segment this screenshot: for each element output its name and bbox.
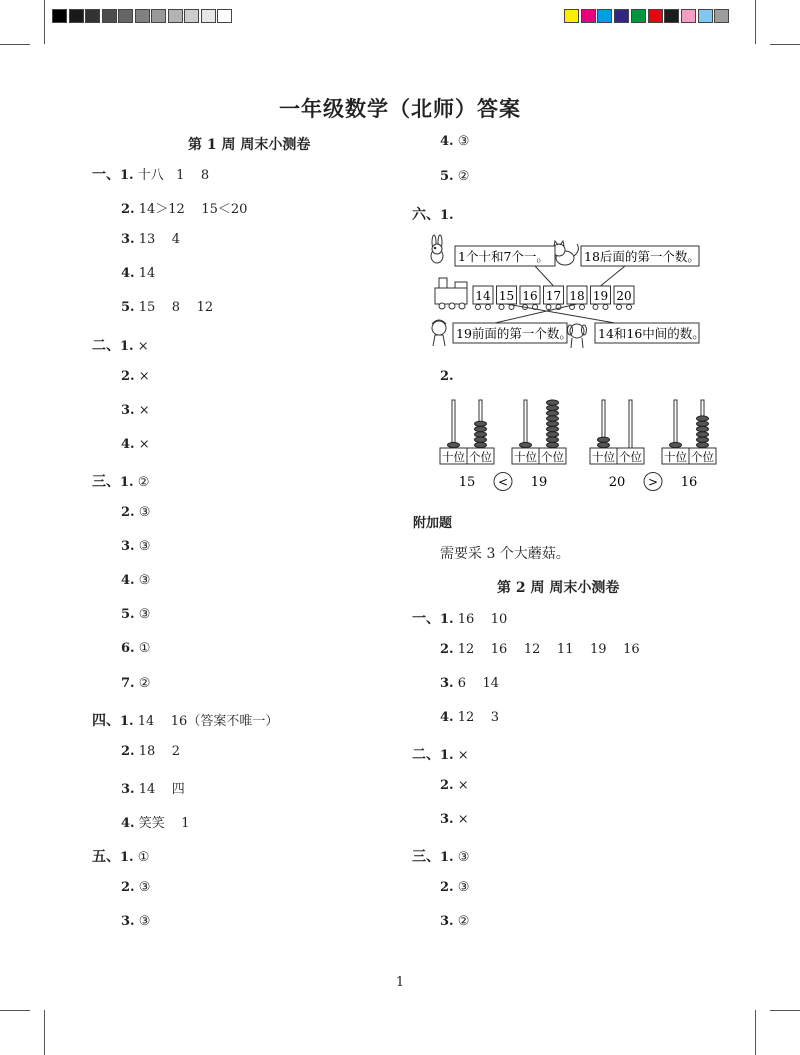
train-matching-figure [425, 232, 705, 354]
answer-text: 14 16（答案不唯一） [133, 713, 279, 729]
tens-label: 十位 [664, 450, 687, 464]
clue-bottom-left: 19前面的第一个数。 [456, 326, 572, 341]
answer-line [412, 744, 469, 764]
section-number: 四、 [92, 712, 120, 729]
abacus-bead [598, 437, 610, 442]
abacus-bead [697, 432, 709, 437]
answer-text: 笑笑 1 [134, 815, 190, 831]
train-car-number: 18 [569, 289, 585, 303]
answer-text: 14＞12 15＜20 [134, 202, 248, 218]
answer-text: × [134, 368, 150, 384]
wheel-icon [617, 305, 622, 310]
question-number: 4. [440, 710, 454, 725]
gray-swatch [217, 9, 232, 23]
wheel-icon [499, 305, 504, 310]
answer-text: ③ [134, 880, 151, 896]
answer-text: × [133, 338, 149, 354]
color-swatch [597, 9, 612, 23]
question-number: 1. [440, 612, 454, 627]
question-number: 4. [121, 573, 135, 589]
color-swatch [681, 9, 696, 23]
answer-line [121, 778, 185, 797]
question-number: 3. [121, 781, 135, 797]
section-number: 二、 [412, 747, 440, 763]
question-number: 1. [440, 748, 454, 763]
gray-swatch [52, 9, 67, 23]
compare-right: 19 [530, 475, 548, 490]
answer-text: 16 10 [453, 612, 508, 627]
compare-symbol: > [647, 475, 659, 489]
answer-line [121, 505, 150, 520]
bonus-answer: 需要采 3 个大蘑菇。 [440, 546, 570, 562]
abacus-bead [547, 432, 559, 437]
gray-swatch [69, 9, 84, 23]
answer-text: ③ [134, 539, 151, 555]
abacus-bead [697, 421, 709, 426]
answer-line [440, 710, 499, 725]
train-car-number: 20 [616, 289, 632, 303]
color-swatch [648, 9, 663, 23]
section-number: 三、 [412, 849, 440, 865]
gray-swatch [184, 9, 199, 23]
answer-text: 6 14 [453, 676, 500, 691]
color-swatch [564, 9, 579, 23]
abacus-bead [475, 437, 487, 442]
question-number: 5. [440, 169, 454, 184]
abacus-bead [475, 427, 487, 432]
gray-swatch [102, 9, 117, 23]
train-car-number: 14 [475, 289, 491, 303]
answer-line [440, 134, 469, 149]
section-number: 一、 [412, 611, 440, 627]
abacus-bead [598, 442, 610, 447]
question-number: 1. [440, 850, 454, 865]
question-number: 5. [121, 300, 135, 316]
color-swatch [698, 9, 713, 23]
answer-line [121, 880, 150, 895]
crop-mark [44, 0, 45, 44]
answer-text: 十八 1 8 [133, 168, 210, 183]
answer-line [121, 744, 180, 759]
question-number: 2. [121, 368, 135, 384]
gray-swatch [118, 9, 133, 23]
crop-mark [755, 0, 756, 44]
question-number: 3. [121, 232, 135, 248]
answer-text: ② [133, 474, 150, 490]
gray-swatch [135, 9, 150, 23]
answer-text: × [453, 812, 469, 827]
answer-line [121, 369, 150, 384]
abacus-rod [524, 400, 527, 448]
answer-text: ① [133, 850, 150, 865]
abacus-bead [547, 411, 559, 416]
abacus-rod [629, 400, 632, 448]
question-number: 1. [120, 474, 134, 490]
answer-text: × [453, 748, 469, 763]
section-number: 六、 [412, 207, 440, 223]
question-number: 6. [121, 641, 135, 657]
question-number: 3. [440, 812, 454, 827]
compare-left: 15 [458, 475, 476, 490]
abacus-bead [670, 442, 682, 447]
section-number: 三、 [92, 473, 120, 490]
answer-text: ③ [134, 607, 151, 623]
section-number: 一、 [92, 167, 120, 183]
answer-line [121, 812, 190, 831]
tens-label: 十位 [442, 450, 465, 464]
abacus-bead [475, 442, 487, 447]
abacus-bead [448, 442, 460, 447]
question-2-label: 2. [440, 369, 454, 384]
answer-line [121, 437, 150, 452]
question-number: 7. [121, 675, 135, 691]
clue-top-left: 1个十和7个一。 [458, 249, 549, 264]
answer-line [121, 914, 150, 929]
question-number: 4. [121, 436, 135, 452]
answer-line [92, 710, 278, 730]
wheel-icon [580, 305, 585, 310]
tens-label: 十位 [592, 450, 615, 464]
train-cars [473, 286, 634, 310]
question-number: 1. [120, 168, 134, 183]
answer-line [121, 266, 155, 281]
question-number: 5. [121, 607, 135, 623]
ones-label: 个位 [619, 450, 642, 464]
answer-line [412, 846, 469, 866]
boy-icon [432, 320, 446, 346]
color-swatch [581, 9, 596, 23]
train-car-number: 16 [522, 289, 538, 303]
answer-line [92, 335, 149, 355]
wheel-icon [603, 305, 608, 310]
answer-text: 14 四 [134, 781, 185, 797]
matching-line [535, 266, 554, 286]
ones-label: 个位 [469, 450, 492, 464]
question-number: 2. [121, 880, 135, 896]
answer-text: 13 4 [134, 232, 181, 248]
question-number: 3. [440, 676, 454, 691]
color-swatch [614, 9, 629, 23]
answer-line [440, 642, 640, 657]
train-car-number: 19 [592, 289, 609, 303]
abacus-bead [547, 437, 559, 442]
answer-text: ③ [453, 134, 470, 149]
answer-line [92, 471, 149, 491]
answer-text: × [134, 436, 150, 452]
rabbit-icon [431, 235, 443, 263]
gray-swatch [85, 9, 100, 23]
page-number: 1 [395, 975, 405, 990]
answer-line [121, 232, 180, 247]
question-number: 3. [121, 402, 135, 418]
abacus-figure [430, 398, 720, 494]
answer-text: ③ [134, 573, 151, 589]
section-number: 二、 [92, 337, 120, 354]
answer-text: ② [134, 675, 151, 691]
answer-text: ② [453, 914, 470, 929]
compare-left: 20 [608, 475, 626, 490]
answer-line [412, 608, 507, 628]
compare-symbol: < [497, 475, 509, 489]
abacus-bead [697, 416, 709, 421]
bonus-heading: 附加题 [413, 516, 453, 531]
wheel-icon [486, 305, 491, 310]
abacus-bead [697, 427, 709, 432]
abacus-bead [475, 421, 487, 426]
color-swatch [664, 9, 679, 23]
color-swatch [631, 9, 646, 23]
answer-line [440, 914, 469, 929]
question-number: 4. [121, 815, 135, 831]
answer-line [440, 880, 469, 895]
week1-heading: 第 1 周 周末小测卷 [188, 137, 311, 153]
crop-mark [770, 44, 800, 45]
abacus-bead [547, 421, 559, 426]
answer-line [92, 164, 209, 184]
answer-line [440, 778, 469, 793]
answer-text: × [134, 402, 150, 418]
answer-line [440, 676, 499, 691]
crop-mark [0, 44, 30, 45]
answer-line [121, 641, 150, 656]
question-number: 2. [121, 743, 135, 759]
crop-mark [44, 1010, 45, 1055]
compare-right: 16 [680, 475, 698, 490]
ones-label: 个位 [691, 450, 714, 464]
clue-top-right: 18后面的第一个数。 [584, 249, 700, 264]
question-number: 1. [120, 713, 134, 729]
answer-text: 12 3 [453, 710, 500, 725]
question-number: 2. [440, 778, 454, 793]
page-title: 一年级数学（北师）答案 [279, 96, 521, 121]
gray-swatch [201, 9, 216, 23]
color-swatch [714, 9, 729, 23]
answer-text: 12 16 12 11 19 16 [453, 642, 640, 657]
question-number: 1. [120, 850, 134, 865]
answer-line [121, 198, 247, 217]
answer-line [412, 204, 454, 224]
gray-swatch [151, 9, 166, 23]
abacus-bead [547, 442, 559, 447]
wheel-icon [593, 305, 598, 310]
question-number: 4. [440, 134, 454, 149]
abacus-bead [697, 437, 709, 442]
abacus-bead [697, 442, 709, 447]
answer-text: ① [134, 641, 151, 657]
abacus-rod [452, 400, 455, 448]
abacus-bead [547, 400, 559, 405]
answer-text: ③ [453, 880, 470, 895]
question-number: 1. [440, 208, 454, 223]
answer-text: ③ [134, 505, 151, 520]
question-number: 2. [440, 642, 454, 657]
abacus-rod [674, 400, 677, 448]
ones-label: 个位 [541, 450, 564, 464]
abacus-bead [547, 427, 559, 432]
question-number: 1. [120, 338, 134, 354]
abacus-bead [547, 416, 559, 421]
answer-line [440, 812, 469, 827]
gray-swatch [168, 9, 183, 23]
locomotive-icon [435, 278, 467, 309]
question-number: 3. [121, 914, 135, 930]
abacus-bead [475, 432, 487, 437]
answer-text: ② [453, 169, 470, 184]
abacus-bead [547, 405, 559, 410]
answer-line [121, 573, 150, 588]
answer-text: 14 [134, 266, 156, 282]
answer-line [440, 169, 469, 184]
crop-mark [755, 1010, 756, 1055]
train-car-number: 15 [498, 289, 515, 303]
question-number: 2. [121, 505, 135, 520]
train-car-number: 17 [545, 289, 562, 303]
question-number: 3. [121, 539, 135, 555]
abacus-bead [520, 442, 532, 447]
answer-line [121, 300, 213, 315]
crop-mark [0, 1010, 30, 1011]
answer-line [121, 539, 150, 554]
question-number: 4. [121, 266, 135, 282]
week2-heading: 第 2 周 周末小测卷 [497, 580, 620, 596]
question-number: 2. [121, 202, 135, 218]
wheel-icon [546, 305, 551, 310]
answer-line [121, 676, 150, 691]
answer-text: × [453, 778, 469, 793]
wheel-icon [476, 305, 481, 310]
section-number: 五、 [92, 849, 120, 865]
crop-mark [770, 1010, 800, 1011]
question-number: 3. [440, 914, 454, 929]
answer-line [92, 846, 149, 866]
clue-bottom-right: 14和16中间的数。 [598, 326, 705, 341]
answer-text: ③ [453, 850, 470, 865]
wheel-icon [627, 305, 632, 310]
tens-label: 十位 [514, 450, 537, 464]
answer-text: 15 8 12 [134, 300, 214, 316]
answer-text: 18 2 [134, 743, 181, 759]
matching-line [601, 266, 626, 286]
answer-line [121, 607, 150, 622]
answer-text: ③ [134, 914, 151, 930]
question-number: 2. [440, 880, 454, 895]
cat-icon [553, 241, 578, 265]
answer-line [121, 403, 150, 418]
